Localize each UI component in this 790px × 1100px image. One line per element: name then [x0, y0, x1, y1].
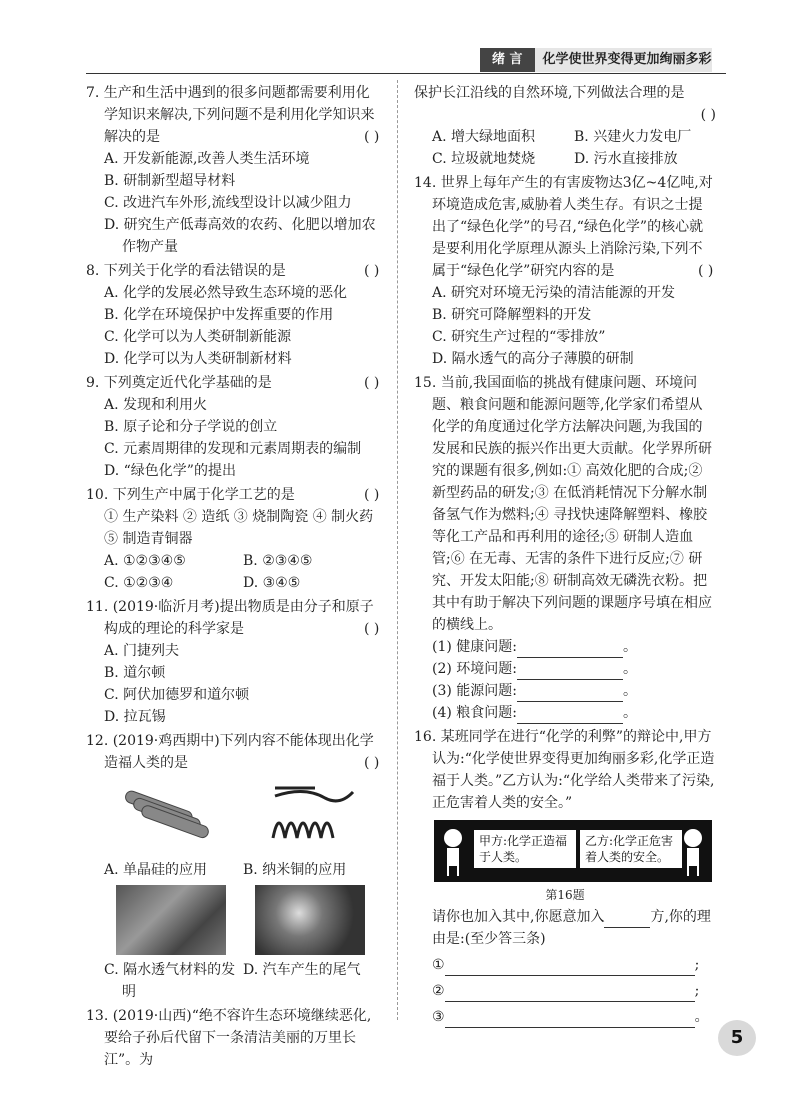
speech-bubble-b: 乙方:化学正危害着人类的安全。 — [580, 830, 682, 868]
blank-label-food: (4) 粮食问题: — [432, 705, 517, 721]
option-b[interactable]: B. 研究可降解塑料的开发 — [432, 307, 592, 323]
option-d[interactable]: D. “绿色化学”的提出 — [104, 463, 236, 479]
question-16 — [414, 726, 716, 1028]
running-header — [480, 48, 712, 72]
option-a[interactable]: A. 发现和利用火 — [104, 397, 208, 413]
question-14: 14. 世界上每年产生的有害废物达3亿~4亿吨,对环境造成危害,威胁着人类生存。有识之士提出了“绿色化学”的号召,“绿色化学”的核心就是要利用化学原理从源头上消除污染,下列不属于“绿色化学”研究内容的是 ( ) A. 研究对环境无污染的清洁能源的开发 B. 研究可降解塑料的开发 C. 研究生产过程的“零排放” D. 隔水透气的高分子薄膜的研制 — [414, 172, 716, 370]
period: 。 — [623, 705, 637, 721]
q11-stem: 11. (2019·临沂月考)提出物质是由分子和原子构成的理论的科学家是 — [86, 599, 374, 637]
option-a[interactable]: A. 增大绿地面积 — [432, 129, 536, 145]
option-d[interactable]: D. 拉瓦锡 — [104, 709, 166, 725]
reason-blank-3[interactable] — [445, 1011, 695, 1028]
option-c[interactable]: C. 隔水透气材料的发明 — [104, 962, 236, 1000]
punct: ; — [694, 957, 700, 973]
q13-text: 保护长江沿线的自然环境,下列做法合理的是 — [414, 85, 685, 101]
prompt-b: 方,你的理由是:(至少答三条) — [432, 909, 711, 947]
speech-bubble-a: 甲方:化学正造福于人类。 — [474, 830, 576, 868]
answer-paren[interactable]: ( ) — [700, 107, 716, 123]
question-13 — [86, 1005, 382, 1071]
option-b[interactable]: B. 兴建火力发电厂 — [574, 129, 692, 145]
option-d[interactable]: D. ③④⑤ — [243, 575, 301, 591]
option-d[interactable]: D. 化学可以为人类研制新材料 — [104, 351, 292, 367]
q10-items: ① 生产染料 ② 造纸 ③ 烧制陶瓷 ④ 制火药 ⑤ 制造青铜器 — [104, 509, 374, 547]
question-11: 11. (2019·临沂月考)提出物质是由分子和原子构成的理论的科学家是 ( ) A. 门捷列夫 B. 道尔顿 C. 阿伏加德罗和道尔顿 D. 拉瓦锡 — [86, 596, 382, 728]
period: 。 — [623, 683, 637, 699]
q16-stem: 16. 某班同学在进行“化学的利弊”的辩论中,甲方认为:“化学使世界变得更加绚丽多彩,化学正造福于人类。”乙方认为:“化学给人类带来了污染,正危害着人类的安全。” — [414, 729, 715, 811]
column-divider — [397, 80, 398, 1020]
q7-stem: 7. 生产和生活中遇到的很多问题都需要利用化学知识来解决,下列问题不是利用化学知识来解决的是 — [86, 85, 375, 145]
option-b[interactable]: B. 纳米铜的应用 — [243, 862, 347, 878]
option-d[interactable]: D. 隔水透气的高分子薄膜的研制 — [432, 351, 634, 367]
left-column — [86, 82, 382, 1073]
option-b[interactable]: B. 原子论和分子学说的创立 — [104, 419, 278, 435]
option-c[interactable]: C. 元素周期律的发现和元素周期表的编制 — [104, 441, 362, 457]
answer-blank[interactable] — [517, 707, 623, 724]
option-a[interactable]: A. 研究对环境无污染的清洁能源的开发 — [432, 285, 676, 301]
question-12: 12. (2019·鸡西期中)下列内容不能体现出化学造福人类的是 ( ) A. 单晶硅的应用 B. 纳米铜的应用 C. 隔水透气材料的发明 D. 汽车产生的尾气 — [86, 730, 382, 1003]
section-label: 绪 言 — [480, 48, 535, 72]
right-column — [414, 82, 716, 1030]
reason-mark-1: ① — [432, 957, 445, 973]
q13-stem: 13. (2019·山西)“绝不容许生态环境继续恶化,要给子孙后代留下一条清洁美丽的万里长江”。为 — [86, 1008, 372, 1068]
nano-copper-image — [255, 778, 365, 848]
period: 。 — [623, 661, 637, 677]
figure-caption: 第16题 — [545, 888, 585, 902]
question-13-continued — [414, 82, 716, 170]
punct: 。 — [694, 1009, 709, 1025]
question-10: 10. 下列生产中属于化学工艺的是 ( ) ① 生产染料 ② 造纸 ③ 烧制陶瓷 ④ 制火药 ⑤ 制造青铜器 A. ①②③④⑤ B. ②③④⑤ C. ①②③④ D. ③④⑤ — [86, 484, 382, 594]
option-b[interactable]: B. 化学在环境保护中发挥重要的作用 — [104, 307, 334, 323]
girl-figure-icon — [438, 826, 468, 878]
option-a[interactable]: A. 单晶硅的应用 — [104, 862, 208, 878]
option-d[interactable]: D. 汽车产生的尾气 — [243, 962, 361, 978]
option-d[interactable]: D. 污水直接排放 — [574, 151, 678, 167]
punct: ; — [694, 983, 700, 999]
debate-cartoon — [434, 820, 712, 882]
answer-blank[interactable] — [517, 663, 623, 680]
q9-stem: 9. 下列奠定近代化学基础的是 — [86, 375, 272, 391]
option-c[interactable]: C. 阿伏加德罗和道尔顿 — [104, 687, 250, 703]
q10-stem: 10. 下列生产中属于化学工艺的是 — [86, 487, 295, 503]
exhaust-pipe-photo — [255, 885, 365, 955]
question-8: 8. 下列关于化学的看法错误的是 ( ) A. 化学的发展必然导致生态环境的恶化 B. 化学在环境保护中发挥重要的作用 C. 化学可以为人类研制新能源 D. 化学可以为人类研制新材料 — [86, 260, 382, 370]
monocrystalline-silicon-image — [116, 778, 226, 848]
blank-label-energy: (3) 能源问题: — [432, 683, 517, 699]
answer-blank[interactable] — [517, 685, 623, 702]
q8-stem: 8. 下列关于化学的看法错误的是 — [86, 263, 286, 279]
header-rule — [86, 73, 726, 74]
blank-label-environment: (2) 环境问题: — [432, 661, 517, 677]
option-c[interactable]: C. 垃圾就地焚烧 — [432, 151, 536, 167]
question-9: 9. 下列奠定近代化学基础的是 ( ) A. 发现和利用火 B. 原子论和分子学说的创立 C. 元素周期律的发现和元素周期表的编制 D. “绿色化学”的提出 — [86, 372, 382, 482]
option-a[interactable]: A. 化学的发展必然导致生态环境的恶化 — [104, 285, 348, 301]
option-d[interactable]: D. 研究生产低毒高效的农药、化肥以增加农作物产量 — [104, 217, 376, 255]
period: 。 — [623, 639, 637, 655]
option-c[interactable]: C. 化学可以为人类研制新能源 — [104, 329, 292, 345]
option-a[interactable]: A. 门捷列夫 — [104, 643, 180, 659]
answer-blank[interactable] — [517, 641, 623, 658]
reason-mark-2: ② — [432, 983, 445, 999]
reason-blank-1[interactable] — [445, 959, 695, 976]
option-b[interactable]: B. 研制新型超导材料 — [104, 173, 236, 189]
reason-blank-2[interactable] — [445, 985, 695, 1002]
option-c[interactable]: C. 研究生产过程的“零排放” — [432, 329, 606, 345]
waterproof-material-photo — [116, 885, 226, 955]
side-blank[interactable] — [604, 911, 650, 928]
question-15 — [414, 372, 716, 724]
option-b[interactable]: B. 道尔顿 — [104, 665, 166, 681]
option-b[interactable]: B. ②③④⑤ — [243, 553, 313, 569]
prompt-a: 请你也加入其中,你愿意加入 — [432, 909, 605, 925]
page-number: 5 — [718, 1020, 756, 1056]
option-c[interactable]: C. 改进汽车外形,流线型设计以减少阻力 — [104, 195, 352, 211]
chapter-title: 化学使世界变得更加绚丽多彩 — [542, 52, 712, 67]
q15-stem: 15. 当前,我国面临的挑战有健康问题、环境问题、粮食问题和能源问题等,化学家们希望从化学的角度通过化学方法解决问题,为我国的发展和民族的振兴作出更大贡献。化学界所研究的课题有很多,例如:① 高效化肥的合成;② 新型药品的研发;③ 在低消耗情况下分解水制备氢气作为燃料;④ 寻找快速降解塑料、橡胶等化工产品和再利用的途径;⑤ 研制人造血管;⑥ 在无毒、无害的条件下进行反应;⑦ 研究、开发太阳能;⑧ 研制高效无磷洗衣粉。把其中有助于解决下列问题的课题序号填在相应的横线上。 — [414, 375, 712, 633]
question-7: 7. 生产和生活中遇到的很多问题都需要利用化学知识来解决,下列问题不是利用化学知识来解决的是 ( ) A. 开发新能源,改善人类生活环境 B. 研制新型超导材料 C. 改进汽车外形,流线型设计以减少阻力 D. 研究生产低毒高效的农药、化肥以增加农作物产量 — [86, 82, 382, 258]
blank-label-health: (1) 健康问题: — [432, 639, 517, 655]
option-a[interactable]: A. 开发新能源,改善人类生活环境 — [104, 151, 310, 167]
option-c[interactable]: C. ①②③④ — [104, 575, 174, 591]
q14-stem: 14. 世界上每年产生的有害废物达3亿~4亿吨,对环境造成危害,威胁着人类生存。有识之士提出了“绿色化学”的号召,“绿色化学”的核心就是要利用化学原理从源头上消除污染,下列不属于“绿色化学”研究内容的是 — [414, 175, 713, 279]
option-a[interactable]: A. ①②③④⑤ — [104, 553, 186, 569]
reason-mark-3: ③ — [432, 1009, 445, 1025]
q12-stem: 12. (2019·鸡西期中)下列内容不能体现出化学造福人类的是 — [86, 733, 374, 771]
boy-figure-icon — [678, 826, 708, 878]
